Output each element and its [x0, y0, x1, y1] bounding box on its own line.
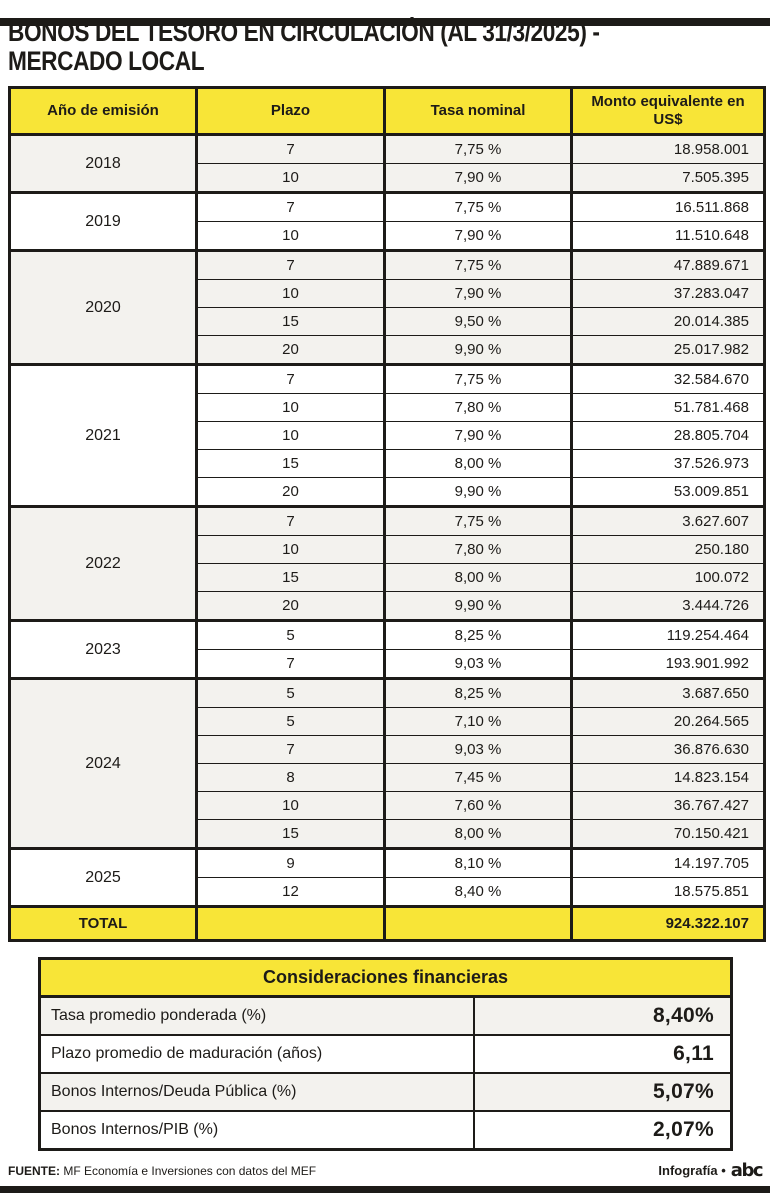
tasa-cell: 8,00 % [385, 450, 572, 478]
year-cell-2020: 2020 [10, 251, 197, 365]
monto-cell: 3.444.726 [572, 592, 765, 621]
monto-cell: 18.958.001 [572, 135, 765, 164]
bonds-table-header-row [10, 88, 765, 135]
consideration-label: Bonos Internos/PIB (%) [40, 1111, 474, 1150]
bond-row-2025-0 [10, 849, 765, 878]
monto-cell: 51.781.468 [572, 394, 765, 422]
monto-cell: 47.889.671 [572, 251, 765, 280]
source-label: FUENTE: [8, 1164, 60, 1178]
tasa-cell: 7,75 % [385, 251, 572, 280]
plazo-cell: 7 [197, 650, 385, 679]
bonds-table [8, 86, 766, 942]
tasa-cell: 9,90 % [385, 478, 572, 507]
tasa-cell: 7,90 % [385, 422, 572, 450]
plazo-cell: 20 [197, 336, 385, 365]
tasa-cell: 7,75 % [385, 507, 572, 536]
tasa-cell: 7,10 % [385, 708, 572, 736]
monto-cell: 7.505.395 [572, 164, 765, 193]
monto-cell: 20.264.565 [572, 708, 765, 736]
consideration-row-3 [40, 1111, 732, 1150]
bond-row-2023-0 [10, 621, 765, 650]
tasa-cell: 7,90 % [385, 280, 572, 308]
monto-cell: 37.283.047 [572, 280, 765, 308]
tasa-cell: 8,25 % [385, 621, 572, 650]
monto-cell: 36.876.630 [572, 736, 765, 764]
total-value: 924.322.107 [572, 907, 765, 941]
tasa-cell: 7,90 % [385, 164, 572, 193]
total-label: TOTAL [10, 907, 197, 941]
monto-cell: 36.767.427 [572, 792, 765, 820]
consideration-row-1 [40, 1035, 732, 1073]
plazo-cell: 10 [197, 394, 385, 422]
page-title [8, 18, 764, 76]
plazo-cell: 15 [197, 820, 385, 849]
plazo-cell: 10 [197, 164, 385, 193]
year-cell-2021: 2021 [10, 365, 197, 507]
year-cell-2024: 2024 [10, 679, 197, 849]
tasa-cell: 8,00 % [385, 564, 572, 592]
plazo-cell: 8 [197, 764, 385, 792]
plazo-cell: 7 [197, 365, 385, 394]
consideration-label: Tasa promedio ponderada (%) [40, 997, 474, 1036]
monto-cell: 119.254.464 [572, 621, 765, 650]
plazo-cell: 10 [197, 222, 385, 251]
plazo-cell: 20 [197, 478, 385, 507]
financial-considerations-table [38, 957, 733, 1151]
consideration-value: 6,11 [474, 1035, 732, 1073]
credit-label: Infografía • [658, 1163, 726, 1178]
total-row [10, 907, 765, 941]
tasa-cell: 7,75 % [385, 365, 572, 394]
tasa-cell: 7,45 % [385, 764, 572, 792]
consideration-value: 5,07% [474, 1073, 732, 1111]
column-header-0: Año de emisión [10, 88, 197, 135]
bond-row-2022-0 [10, 507, 765, 536]
consideration-value: 8,40% [474, 997, 732, 1036]
tasa-cell: 8,25 % [385, 679, 572, 708]
column-header-3: Monto equivalente en US$ [572, 88, 765, 135]
title-line-2: MERCADO LOCAL [8, 46, 205, 76]
tasa-cell: 7,75 % [385, 193, 572, 222]
plazo-cell: 5 [197, 621, 385, 650]
year-cell-2022: 2022 [10, 507, 197, 621]
plazo-cell: 7 [197, 251, 385, 280]
tasa-cell: 7,60 % [385, 792, 572, 820]
tasa-cell: 8,10 % [385, 849, 572, 878]
monto-cell: 20.014.385 [572, 308, 765, 336]
monto-cell: 11.510.648 [572, 222, 765, 251]
plazo-cell: 15 [197, 450, 385, 478]
title-line-1: BONOS DEL TESORO EN CIRCULACIÓN (AL 31/3/2025) - [8, 17, 600, 47]
monto-cell: 53.009.851 [572, 478, 765, 507]
tasa-cell: 7,90 % [385, 222, 572, 251]
infographic-credit [658, 1159, 762, 1181]
total-empty-tasa [385, 907, 572, 941]
year-cell-2019: 2019 [10, 193, 197, 251]
tasa-cell: 9,90 % [385, 336, 572, 365]
abc-logo: abc [730, 1159, 762, 1181]
considerations-title: Consideraciones financieras [40, 959, 732, 997]
plazo-cell: 12 [197, 878, 385, 907]
monto-cell: 37.526.973 [572, 450, 765, 478]
consideration-label: Bonos Internos/Deuda Pública (%) [40, 1073, 474, 1111]
monto-cell: 32.584.670 [572, 365, 765, 394]
monto-cell: 70.150.421 [572, 820, 765, 849]
monto-cell: 16.511.868 [572, 193, 765, 222]
monto-cell: 18.575.851 [572, 878, 765, 907]
plazo-cell: 20 [197, 592, 385, 621]
consideration-value: 2,07% [474, 1111, 732, 1150]
plazo-cell: 9 [197, 849, 385, 878]
tasa-cell: 9,90 % [385, 592, 572, 621]
monto-cell: 3.627.607 [572, 507, 765, 536]
monto-cell: 28.805.704 [572, 422, 765, 450]
tasa-cell: 7,80 % [385, 536, 572, 564]
considerations-header-row [40, 959, 732, 997]
year-cell-2023: 2023 [10, 621, 197, 679]
tasa-cell: 9,03 % [385, 736, 572, 764]
plazo-cell: 7 [197, 193, 385, 222]
plazo-cell: 10 [197, 536, 385, 564]
monto-cell: 250.180 [572, 536, 765, 564]
bond-row-2020-0 [10, 251, 765, 280]
consideration-row-2 [40, 1073, 732, 1111]
column-header-1: Plazo [197, 88, 385, 135]
consideration-label: Plazo promedio de maduración (años) [40, 1035, 474, 1073]
monto-cell: 100.072 [572, 564, 765, 592]
plazo-cell: 5 [197, 708, 385, 736]
monto-cell: 3.687.650 [572, 679, 765, 708]
footer [8, 1159, 762, 1181]
monto-cell: 14.197.705 [572, 849, 765, 878]
total-empty-plazo [197, 907, 385, 941]
plazo-cell: 5 [197, 679, 385, 708]
monto-cell: 14.823.154 [572, 764, 765, 792]
column-header-2: Tasa nominal [385, 88, 572, 135]
plazo-cell: 15 [197, 308, 385, 336]
plazo-cell: 7 [197, 736, 385, 764]
bond-row-2018-0 [10, 135, 765, 164]
plazo-cell: 15 [197, 564, 385, 592]
source-note [8, 1164, 316, 1178]
bond-row-2021-0 [10, 365, 765, 394]
tasa-cell: 9,50 % [385, 308, 572, 336]
tasa-cell: 8,40 % [385, 878, 572, 907]
bond-row-2024-0 [10, 679, 765, 708]
year-cell-2025: 2025 [10, 849, 197, 907]
plazo-cell: 10 [197, 280, 385, 308]
tasa-cell: 7,80 % [385, 394, 572, 422]
tasa-cell: 8,00 % [385, 820, 572, 849]
source-text: MF Economía e Inversiones con datos del MEF [63, 1164, 317, 1178]
year-cell-2018: 2018 [10, 135, 197, 193]
bottom-rule [0, 1186, 770, 1193]
monto-cell: 193.901.992 [572, 650, 765, 679]
plazo-cell: 10 [197, 422, 385, 450]
tasa-cell: 9,03 % [385, 650, 572, 679]
plazo-cell: 7 [197, 507, 385, 536]
tasa-cell: 7,75 % [385, 135, 572, 164]
consideration-row-0 [40, 997, 732, 1036]
bond-row-2019-0 [10, 193, 765, 222]
plazo-cell: 7 [197, 135, 385, 164]
monto-cell: 25.017.982 [572, 336, 765, 365]
plazo-cell: 10 [197, 792, 385, 820]
